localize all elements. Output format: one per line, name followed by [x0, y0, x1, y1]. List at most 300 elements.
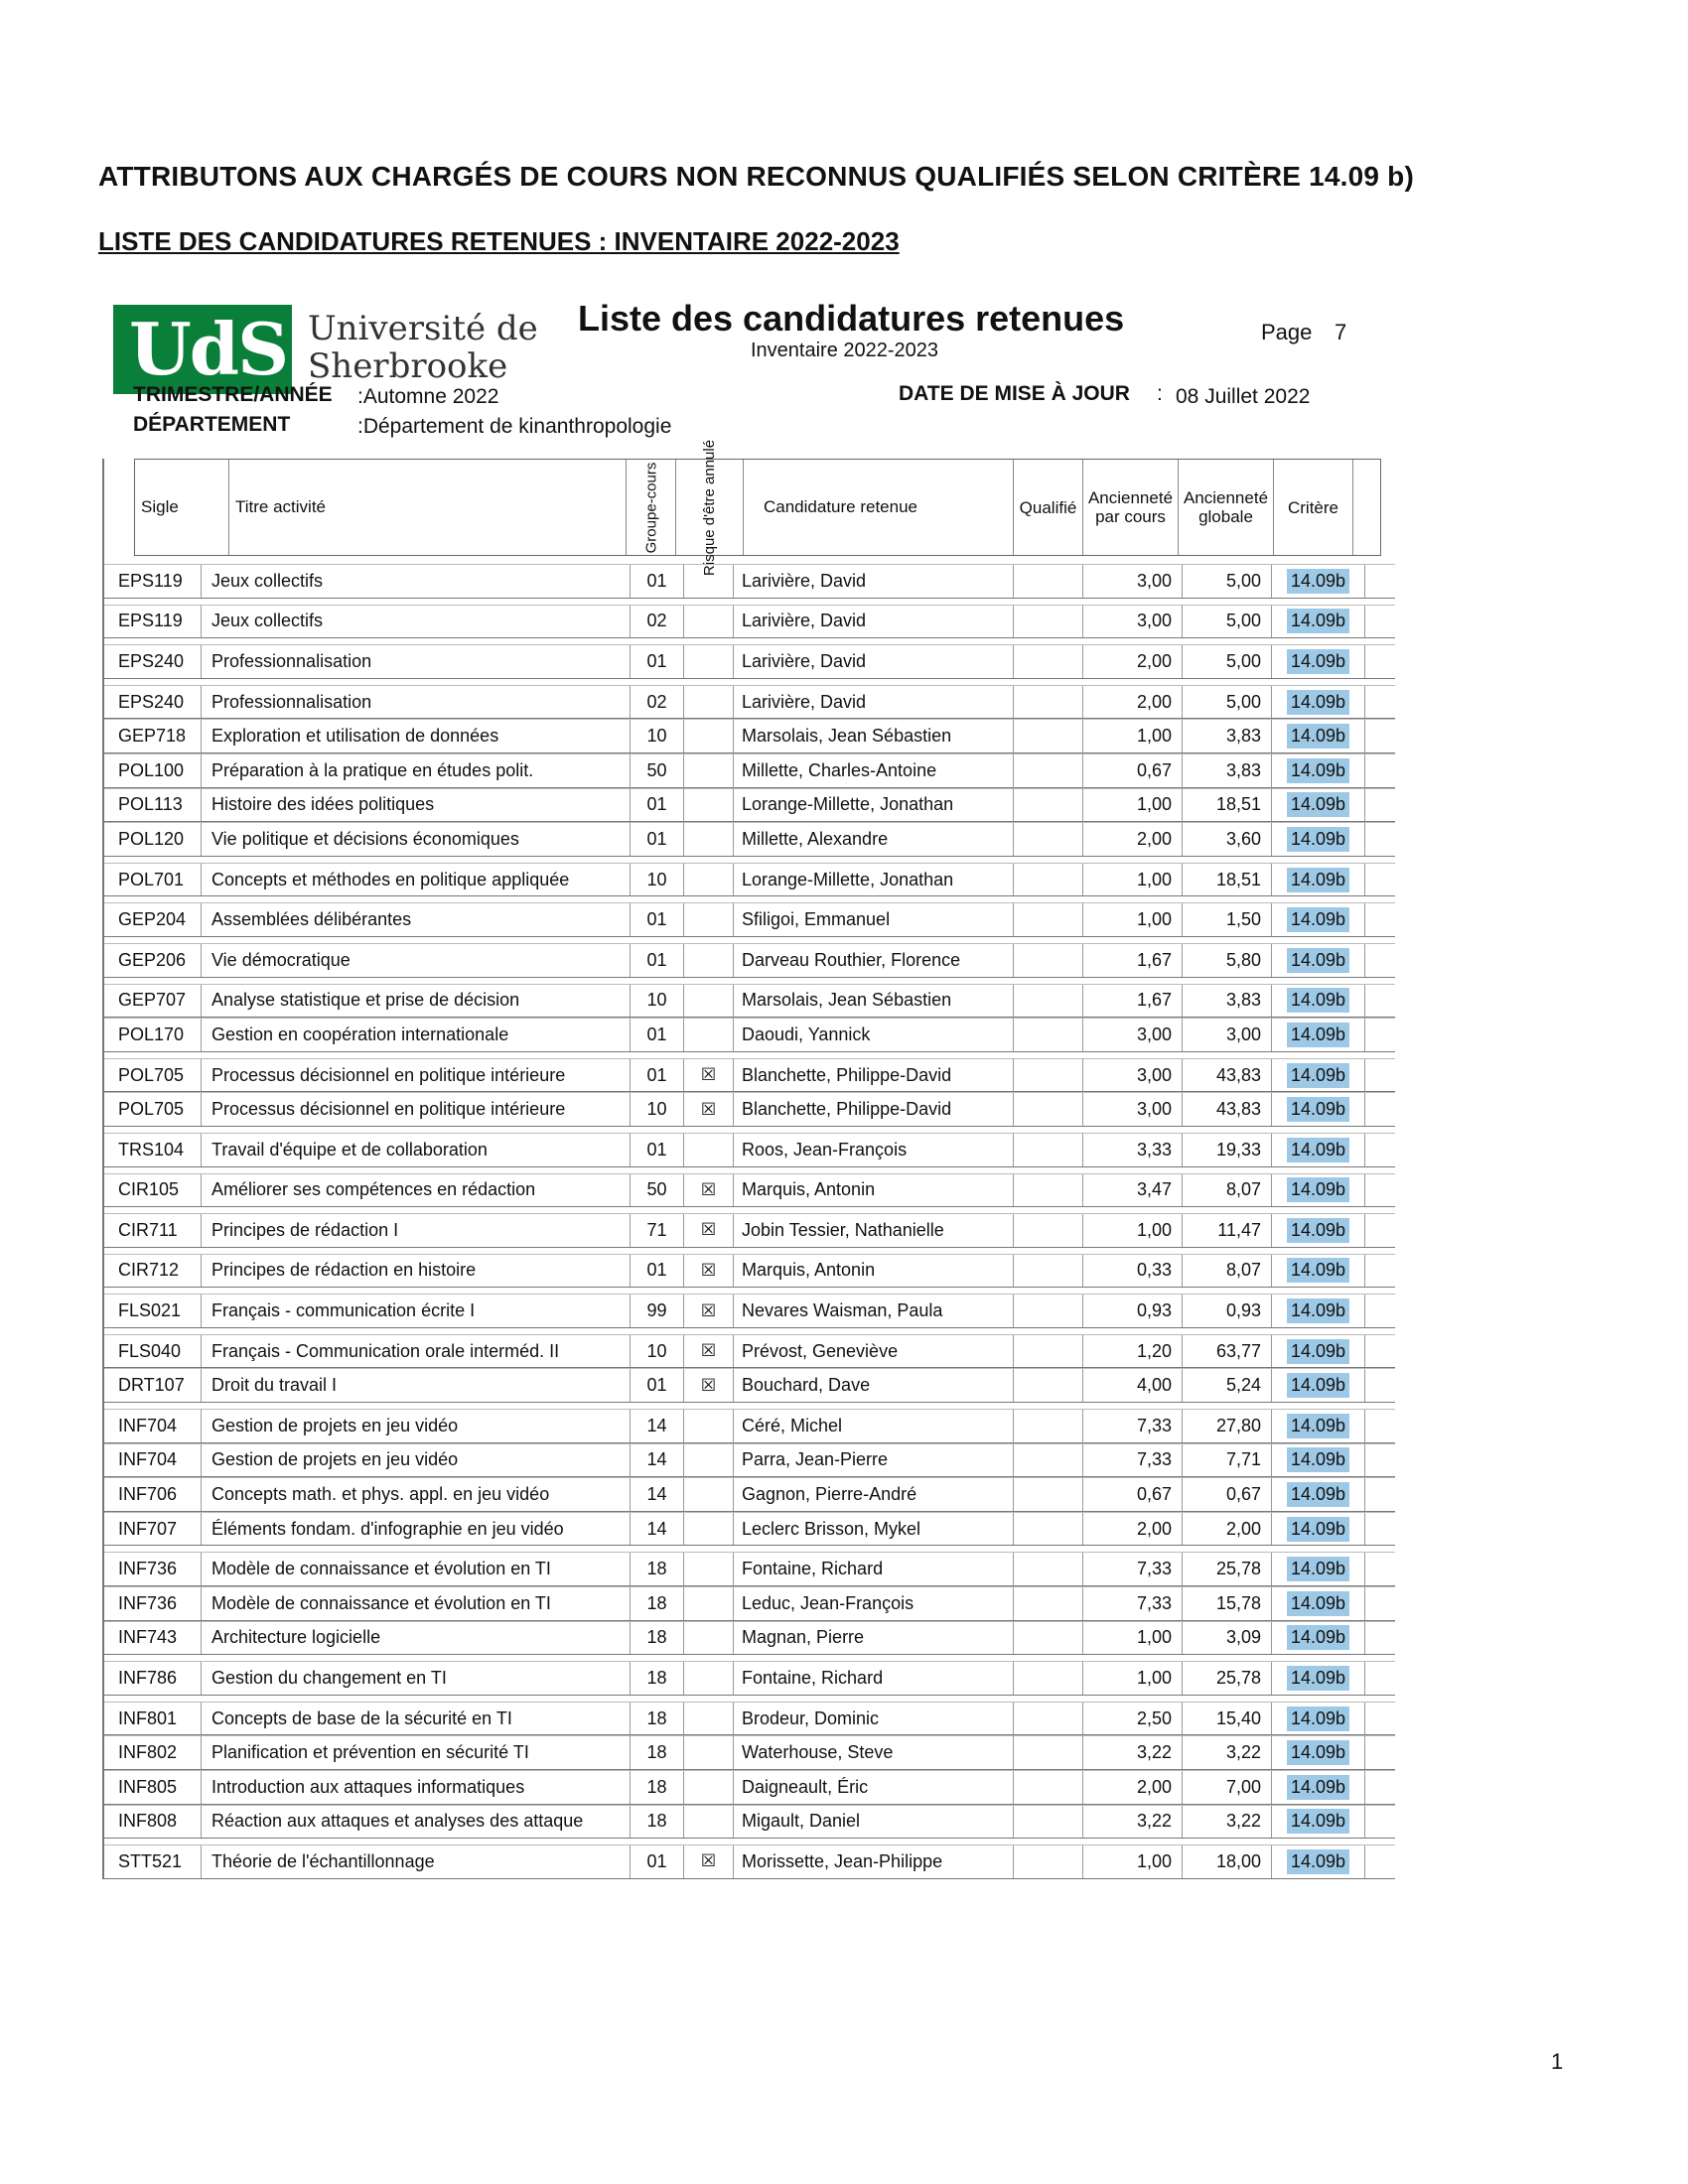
- cell-sigle: INF786: [110, 1662, 202, 1695]
- cell-risque: ☒: [684, 1059, 734, 1092]
- cell-risque: [684, 864, 734, 896]
- critere-highlight: 14.09b: [1287, 1849, 1349, 1874]
- table-row: [104, 719, 1395, 753]
- cell-titre: Gestion en coopération internationale: [202, 1019, 631, 1051]
- cell-risque: [684, 1703, 734, 1735]
- cell-groupe: 01: [631, 1134, 684, 1166]
- table-row: [104, 1443, 1395, 1478]
- cell-anc-cours: 3,00: [1083, 1059, 1183, 1092]
- cell-qualifie: [1014, 1513, 1083, 1546]
- cell-anc-cours: 3,22: [1083, 1806, 1183, 1839]
- cell-qualifie: [1014, 1093, 1083, 1126]
- cell-candidat: Waterhouse, Steve: [734, 1736, 1014, 1769]
- trimestre-value: :Automne 2022: [357, 385, 499, 408]
- cell-candidat: Fontaine, Richard: [734, 1662, 1014, 1695]
- cell-candidat: Darveau Routhier, Florence: [734, 944, 1014, 977]
- cell-groupe: 01: [631, 565, 684, 598]
- table-row: [104, 1368, 1395, 1403]
- cell-critere: [1272, 1214, 1365, 1247]
- cell-sigle: INF736: [110, 1553, 202, 1585]
- cell-critere: [1272, 985, 1365, 1018]
- cell-risque: [684, 754, 734, 787]
- cell-risque: [684, 1513, 734, 1546]
- table-row: [104, 1133, 1395, 1167]
- cell-groupe: 01: [631, 823, 684, 856]
- cell-qualifie: [1014, 1134, 1083, 1166]
- cell-critere: [1272, 823, 1365, 856]
- cell-groupe: 10: [631, 720, 684, 752]
- cell-groupe: 01: [631, 1019, 684, 1051]
- table-row: [104, 1661, 1395, 1696]
- cell-anc-cours: 7,33: [1083, 1410, 1183, 1442]
- table-row: [104, 644, 1395, 679]
- cell-qualifie: [1014, 789, 1083, 822]
- cell-groupe: 18: [631, 1771, 684, 1804]
- table-row: [104, 943, 1395, 978]
- cell-candidat: Millette, Charles-Antoine: [734, 754, 1014, 787]
- table-row: [104, 1844, 1395, 1879]
- cell-qualifie: [1014, 720, 1083, 752]
- cell-groupe: 14: [631, 1444, 684, 1477]
- cell-titre: Introduction aux attaques informatiques: [202, 1771, 631, 1804]
- cell-critere: [1272, 1662, 1365, 1695]
- cell-titre: Architecture logicielle: [202, 1622, 631, 1655]
- table-row: [104, 1770, 1395, 1805]
- cell-risque: [684, 1662, 734, 1695]
- cell-risque: [684, 686, 734, 719]
- cell-risque: [684, 1806, 734, 1839]
- date-separator: :: [1157, 382, 1163, 405]
- cell-critere: [1272, 903, 1365, 936]
- cell-critere: [1272, 1444, 1365, 1477]
- cell-sigle: INF743: [110, 1622, 202, 1655]
- cell-risque: [684, 1410, 734, 1442]
- cell-titre: Jeux collectifs: [202, 565, 631, 598]
- table-row: [104, 1586, 1395, 1621]
- cell-groupe: 01: [631, 645, 684, 678]
- table-row: [104, 863, 1395, 897]
- cell-titre: Français - communication écrite I: [202, 1295, 631, 1327]
- table-row: [104, 788, 1395, 823]
- cell-qualifie: [1014, 645, 1083, 678]
- document-title: Liste des candidatures retenues: [578, 298, 1125, 339]
- table-row: [104, 685, 1395, 720]
- critere-highlight: 14.09b: [1287, 1775, 1349, 1800]
- cell-critere: [1272, 1478, 1365, 1511]
- cell-risque: ☒: [684, 1093, 734, 1126]
- cell-titre: Vie politique et décisions économiques: [202, 823, 631, 856]
- cell-risque: [684, 1134, 734, 1166]
- cell-candidat: Morissette, Jean-Philippe: [734, 1845, 1014, 1878]
- cell-sigle: INF704: [110, 1444, 202, 1477]
- cell-qualifie: [1014, 1255, 1083, 1288]
- critere-highlight: 14.09b: [1287, 1666, 1349, 1691]
- table-row: [104, 1092, 1395, 1127]
- table-row: [104, 1409, 1395, 1443]
- cell-qualifie: [1014, 1806, 1083, 1839]
- cell-anc-cours: 7,33: [1083, 1587, 1183, 1620]
- header-risque: Risque d'être annulé: [676, 460, 744, 555]
- cell-critere: [1272, 754, 1365, 787]
- cell-anc-globale: 0,93: [1183, 1295, 1272, 1327]
- cell-qualifie: [1014, 1553, 1083, 1585]
- cell-groupe: 18: [631, 1553, 684, 1585]
- cell-candidat: Daoudi, Yannick: [734, 1019, 1014, 1051]
- cell-candidat: Nevares Waisman, Paula: [734, 1295, 1014, 1327]
- cell-anc-globale: 3,83: [1183, 754, 1272, 787]
- header-qualifie: Qualifié: [1014, 460, 1083, 555]
- cell-critere: [1272, 1806, 1365, 1839]
- cell-groupe: 01: [631, 1845, 684, 1878]
- cell-risque: [684, 823, 734, 856]
- cell-candidat: Migault, Daniel: [734, 1806, 1014, 1839]
- critere-highlight: 14.09b: [1287, 1809, 1349, 1834]
- cell-qualifie: [1014, 1019, 1083, 1051]
- critere-highlight: 14.09b: [1287, 1482, 1349, 1507]
- university-name: [308, 310, 538, 385]
- cell-candidat: Marsolais, Jean Sébastien: [734, 985, 1014, 1018]
- table-row: [104, 1552, 1395, 1586]
- cell-anc-cours: 3,00: [1083, 1093, 1183, 1126]
- table-row: [104, 1477, 1395, 1512]
- cell-anc-globale: 3,22: [1183, 1806, 1272, 1839]
- cell-sigle: POL120: [110, 823, 202, 856]
- table-row: [104, 1512, 1395, 1547]
- cell-anc-cours: 1,00: [1083, 903, 1183, 936]
- cell-sigle: CIR712: [110, 1255, 202, 1288]
- candidatures-table: [102, 439, 1395, 1879]
- cell-risque: [684, 1622, 734, 1655]
- date-value: 08 Juillet 2022: [1176, 385, 1311, 408]
- header-anc-cours: Ancienneté par cours: [1083, 460, 1179, 555]
- cell-groupe: 01: [631, 1369, 684, 1402]
- cell-anc-cours: 0,67: [1083, 1478, 1183, 1511]
- cell-anc-globale: 8,07: [1183, 1255, 1272, 1288]
- cell-anc-cours: 1,00: [1083, 1662, 1183, 1695]
- cell-candidat: Fontaine, Richard: [734, 1553, 1014, 1585]
- cell-risque: ☒: [684, 1369, 734, 1402]
- departement-label: DÉPARTEMENT: [133, 413, 291, 436]
- trimestre-label: TRIMESTRE/ANNÉE: [133, 383, 333, 406]
- cell-critere: [1272, 1736, 1365, 1769]
- cell-candidat: Magnan, Pierre: [734, 1622, 1014, 1655]
- table-row: [104, 1294, 1395, 1328]
- cell-risque: [684, 1019, 734, 1051]
- critere-highlight: 14.09b: [1287, 690, 1349, 715]
- cell-titre: Gestion du changement en TI: [202, 1662, 631, 1695]
- cell-candidat: Larivière, David: [734, 645, 1014, 678]
- cell-titre: Jeux collectifs: [202, 606, 631, 638]
- cell-critere: [1272, 565, 1365, 598]
- cell-candidat: Blanchette, Philippe-David: [734, 1093, 1014, 1126]
- cell-critere: [1272, 789, 1365, 822]
- cell-anc-globale: 3,60: [1183, 823, 1272, 856]
- cell-groupe: 99: [631, 1295, 684, 1327]
- cell-anc-globale: 43,83: [1183, 1059, 1272, 1092]
- cell-sigle: INF808: [110, 1806, 202, 1839]
- critere-highlight: 14.09b: [1287, 1023, 1349, 1047]
- cell-candidat: Gagnon, Pierre-André: [734, 1478, 1014, 1511]
- cell-anc-globale: 11,47: [1183, 1214, 1272, 1247]
- cell-anc-cours: 3,33: [1083, 1134, 1183, 1166]
- cell-critere: [1272, 1587, 1365, 1620]
- cell-anc-cours: 7,33: [1083, 1553, 1183, 1585]
- cell-critere: [1272, 1622, 1365, 1655]
- cell-anc-cours: 3,47: [1083, 1174, 1183, 1207]
- cell-critere: [1272, 1295, 1365, 1327]
- table-row: [104, 902, 1395, 937]
- cell-critere: [1272, 1059, 1365, 1092]
- cell-titre: Préparation à la pratique en études polit.: [202, 754, 631, 787]
- cell-titre: Réaction aux attaques et analyses des attaque: [202, 1806, 631, 1839]
- cell-titre: Modèle de connaissance et évolution en TI: [202, 1553, 631, 1585]
- cell-candidat: Blanchette, Philippe-David: [734, 1059, 1014, 1092]
- cell-sigle: GEP206: [110, 944, 202, 977]
- cell-candidat: Céré, Michel: [734, 1410, 1014, 1442]
- cell-critere: [1272, 1703, 1365, 1735]
- cell-qualifie: [1014, 1622, 1083, 1655]
- cell-sigle: INF706: [110, 1478, 202, 1511]
- critere-highlight: 14.09b: [1287, 1373, 1349, 1398]
- cell-anc-cours: 3,00: [1083, 1019, 1183, 1051]
- cell-qualifie: [1014, 1736, 1083, 1769]
- cell-risque: [684, 944, 734, 977]
- cell-critere: [1272, 1335, 1365, 1368]
- cell-critere: [1272, 1369, 1365, 1402]
- cell-anc-cours: 3,22: [1083, 1736, 1183, 1769]
- cell-groupe: 18: [631, 1736, 684, 1769]
- cell-anc-globale: 5,00: [1183, 606, 1272, 638]
- cell-titre: Gestion de projets en jeu vidéo: [202, 1444, 631, 1477]
- cell-anc-cours: 1,67: [1083, 985, 1183, 1018]
- table-row: [104, 1621, 1395, 1656]
- cell-anc-cours: 2,00: [1083, 1771, 1183, 1804]
- table-header: [134, 439, 1381, 576]
- cell-groupe: 01: [631, 789, 684, 822]
- cell-risque: [684, 1771, 734, 1804]
- cell-groupe: 18: [631, 1806, 684, 1839]
- cell-candidat: Marquis, Antonin: [734, 1255, 1014, 1288]
- table-row: [104, 564, 1395, 599]
- critere-highlight: 14.09b: [1287, 1740, 1349, 1765]
- critere-highlight: 14.09b: [1287, 1414, 1349, 1438]
- cell-anc-cours: 4,00: [1083, 1369, 1183, 1402]
- cell-risque: [684, 1736, 734, 1769]
- cell-risque: ☒: [684, 1214, 734, 1247]
- cell-qualifie: [1014, 1059, 1083, 1092]
- cell-groupe: 01: [631, 903, 684, 936]
- cell-sigle: EPS119: [110, 565, 202, 598]
- table-row: [104, 1805, 1395, 1840]
- cell-anc-globale: 18,00: [1183, 1845, 1272, 1878]
- cell-sigle: POL701: [110, 864, 202, 896]
- cell-risque: ☒: [684, 1174, 734, 1207]
- cell-anc-cours: 0,33: [1083, 1255, 1183, 1288]
- cell-anc-cours: 1,00: [1083, 864, 1183, 896]
- cell-qualifie: [1014, 1174, 1083, 1207]
- cell-titre: Processus décisionnel en politique intérieure: [202, 1059, 631, 1092]
- cell-risque: ☒: [684, 1845, 734, 1878]
- footer-page-number: 1: [1551, 2049, 1564, 2074]
- cell-titre: Professionnalisation: [202, 686, 631, 719]
- cell-qualifie: [1014, 754, 1083, 787]
- cell-groupe: 10: [631, 864, 684, 896]
- cell-candidat: Bouchard, Dave: [734, 1369, 1014, 1402]
- cell-qualifie: [1014, 1369, 1083, 1402]
- cell-risque: [684, 789, 734, 822]
- cell-critere: [1272, 1845, 1365, 1878]
- table-row: [104, 753, 1395, 788]
- critere-highlight: 14.09b: [1287, 948, 1349, 973]
- cell-qualifie: [1014, 903, 1083, 936]
- cell-anc-cours: 1,00: [1083, 1845, 1183, 1878]
- critere-highlight: 14.09b: [1287, 1339, 1349, 1364]
- critere-highlight: 14.09b: [1287, 1557, 1349, 1581]
- cell-critere: [1272, 1174, 1365, 1207]
- cell-sigle: INF801: [110, 1703, 202, 1735]
- cell-sigle: CIR711: [110, 1214, 202, 1247]
- cell-critere: [1272, 1513, 1365, 1546]
- cell-anc-globale: 5,24: [1183, 1369, 1272, 1402]
- cell-qualifie: [1014, 1478, 1083, 1511]
- cell-anc-globale: 18,51: [1183, 789, 1272, 822]
- cell-titre: Concepts math. et phys. appl. en jeu vidéo: [202, 1478, 631, 1511]
- header-titre: Titre activité: [229, 460, 627, 555]
- cell-groupe: 18: [631, 1703, 684, 1735]
- cell-sigle: POL705: [110, 1059, 202, 1092]
- cell-anc-globale: 0,67: [1183, 1478, 1272, 1511]
- cell-groupe: 18: [631, 1587, 684, 1620]
- header-groupe: Groupe-cours: [627, 460, 676, 555]
- cell-risque: [684, 1444, 734, 1477]
- cell-titre: Planification et prévention en sécurité TI: [202, 1736, 631, 1769]
- cell-qualifie: [1014, 1845, 1083, 1878]
- cell-risque: [684, 903, 734, 936]
- cell-groupe: 01: [631, 1255, 684, 1288]
- cell-qualifie: [1014, 1410, 1083, 1442]
- cell-candidat: Lorange-Millette, Jonathan: [734, 864, 1014, 896]
- cell-groupe: 50: [631, 754, 684, 787]
- sub-heading: LISTE DES CANDIDATURES RETENUES : INVENTAIRE 2022-2023: [98, 226, 900, 256]
- date-label: DATE DE MISE À JOUR: [899, 382, 1130, 405]
- critere-highlight: 14.09b: [1287, 792, 1349, 817]
- cell-qualifie: [1014, 1587, 1083, 1620]
- cell-qualifie: [1014, 985, 1083, 1018]
- cell-critere: [1272, 720, 1365, 752]
- cell-groupe: 02: [631, 686, 684, 719]
- cell-qualifie: [1014, 606, 1083, 638]
- cell-sigle: INF805: [110, 1771, 202, 1804]
- cell-anc-globale: 5,00: [1183, 565, 1272, 598]
- cell-candidat: Leclerc Brisson, Mykel: [734, 1513, 1014, 1546]
- header-anc-globale: Ancienneté globale: [1179, 460, 1274, 555]
- cell-anc-globale: 3,83: [1183, 985, 1272, 1018]
- cell-critere: [1272, 1255, 1365, 1288]
- cell-anc-globale: 5,00: [1183, 645, 1272, 678]
- cell-anc-cours: 2,00: [1083, 1513, 1183, 1546]
- cell-risque: [684, 645, 734, 678]
- cell-anc-cours: 1,00: [1083, 789, 1183, 822]
- cell-sigle: GEP707: [110, 985, 202, 1018]
- table-row: [104, 1334, 1395, 1369]
- cell-groupe: 10: [631, 1335, 684, 1368]
- cell-anc-cours: 2,00: [1083, 686, 1183, 719]
- cell-candidat: Leduc, Jean-François: [734, 1587, 1014, 1620]
- cell-sigle: POL113: [110, 789, 202, 822]
- cell-groupe: 14: [631, 1513, 684, 1546]
- logo-acronym: UdS: [129, 307, 288, 391]
- cell-risque: [684, 565, 734, 598]
- cell-titre: Principes de rédaction I: [202, 1214, 631, 1247]
- cell-anc-cours: 2,00: [1083, 823, 1183, 856]
- cell-titre: Exploration et utilisation de données: [202, 720, 631, 752]
- critere-highlight: 14.09b: [1287, 1258, 1349, 1283]
- cell-candidat: Daigneault, Éric: [734, 1771, 1014, 1804]
- cell-anc-globale: 15,40: [1183, 1703, 1272, 1735]
- cell-risque: [684, 606, 734, 638]
- cell-titre: Modèle de connaissance et évolution en TI: [202, 1587, 631, 1620]
- table-row: [104, 822, 1395, 857]
- cell-risque: ☒: [684, 1295, 734, 1327]
- cell-critere: [1272, 1019, 1365, 1051]
- cell-qualifie: [1014, 1214, 1083, 1247]
- cell-critere: [1272, 1093, 1365, 1126]
- cell-anc-cours: 1,00: [1083, 1214, 1183, 1247]
- cell-critere: [1272, 864, 1365, 896]
- cell-anc-globale: 3,83: [1183, 720, 1272, 752]
- cell-groupe: 10: [631, 1093, 684, 1126]
- cell-groupe: 02: [631, 606, 684, 638]
- critere-highlight: 14.09b: [1287, 988, 1349, 1013]
- document-subtitle: Inventaire 2022-2023: [751, 340, 939, 361]
- cell-groupe: 14: [631, 1478, 684, 1511]
- cell-sigle: TRS104: [110, 1134, 202, 1166]
- cell-anc-cours: 1,00: [1083, 1622, 1183, 1655]
- cell-candidat: Jobin Tessier, Nathanielle: [734, 1214, 1014, 1247]
- cell-groupe: 18: [631, 1662, 684, 1695]
- cell-titre: Assemblées délibérantes: [202, 903, 631, 936]
- cell-critere: [1272, 1410, 1365, 1442]
- cell-candidat: Larivière, David: [734, 686, 1014, 719]
- uds-logo: [113, 305, 292, 394]
- critere-highlight: 14.09b: [1287, 724, 1349, 749]
- cell-risque: [684, 1478, 734, 1511]
- cell-critere: [1272, 645, 1365, 678]
- cell-qualifie: [1014, 1295, 1083, 1327]
- critere-highlight: 14.09b: [1287, 1177, 1349, 1202]
- critere-highlight: 14.09b: [1287, 758, 1349, 783]
- cell-sigle: GEP204: [110, 903, 202, 936]
- critere-highlight: 14.09b: [1287, 1447, 1349, 1472]
- cell-anc-cours: 3,00: [1083, 606, 1183, 638]
- table-row: [104, 605, 1395, 639]
- cell-anc-globale: 2,00: [1183, 1513, 1272, 1546]
- cell-groupe: 01: [631, 1059, 684, 1092]
- cell-risque: [684, 1587, 734, 1620]
- cell-anc-globale: 1,50: [1183, 903, 1272, 936]
- critere-highlight: 14.09b: [1287, 609, 1349, 633]
- cell-qualifie: [1014, 565, 1083, 598]
- cell-titre: Droit du travail I: [202, 1369, 631, 1402]
- table-row: [104, 1058, 1395, 1093]
- cell-candidat: Marsolais, Jean Sébastien: [734, 720, 1014, 752]
- cell-critere: [1272, 944, 1365, 977]
- cell-sigle: INF707: [110, 1513, 202, 1546]
- cell-sigle: EPS240: [110, 686, 202, 719]
- cell-candidat: Lorange-Millette, Jonathan: [734, 789, 1014, 822]
- cell-groupe: 10: [631, 985, 684, 1018]
- cell-candidat: Prévost, Geneviève: [734, 1335, 1014, 1368]
